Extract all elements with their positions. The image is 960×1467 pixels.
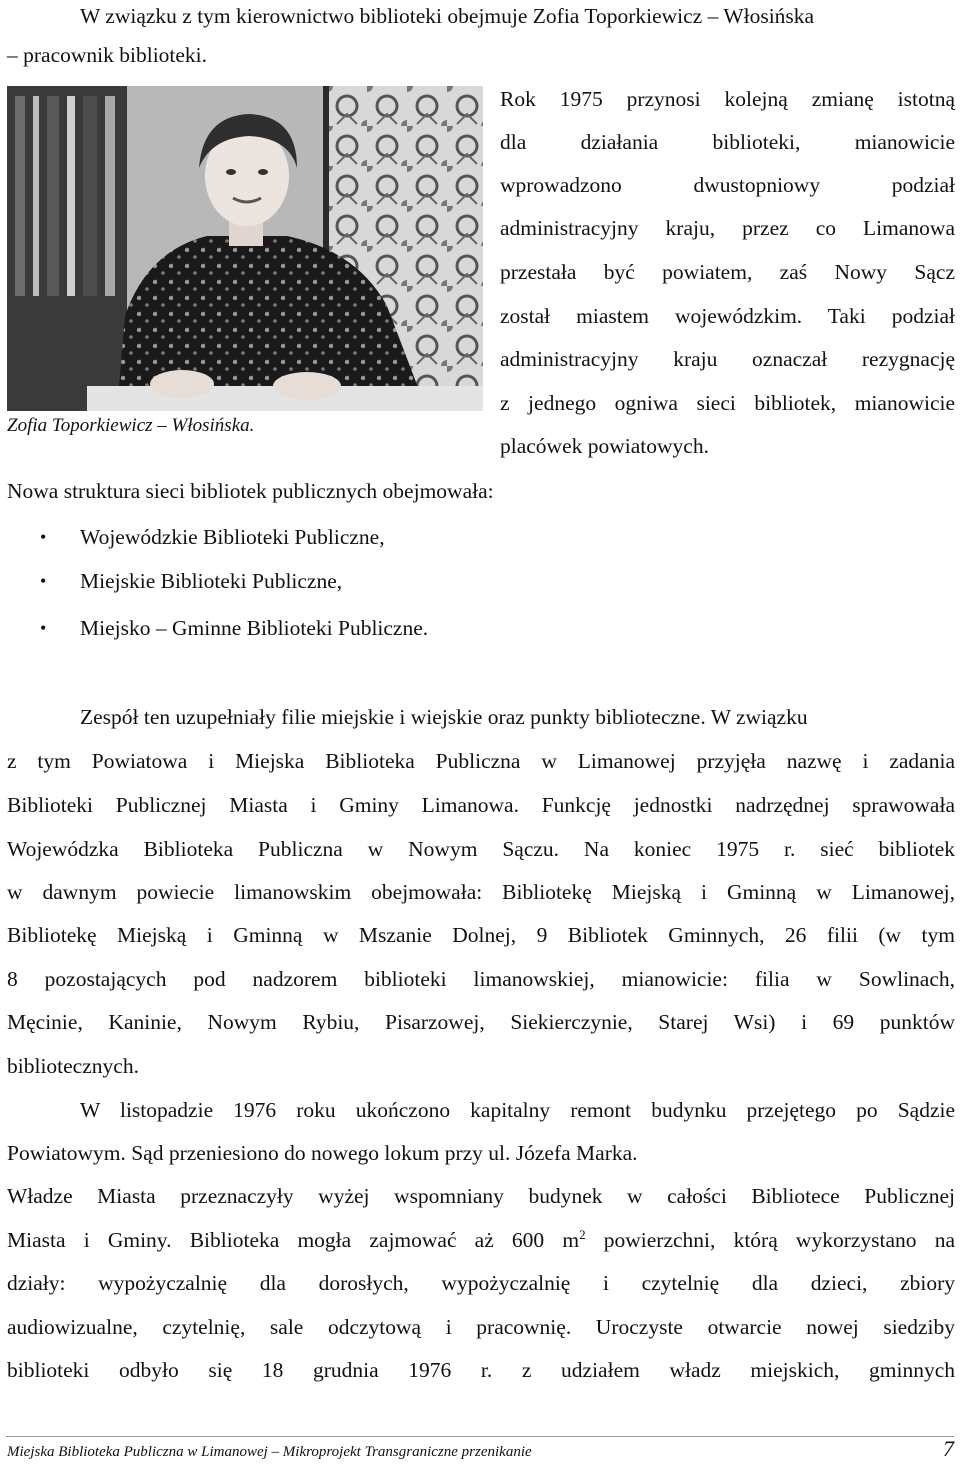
intro-line-2: – pracownik biblioteki. <box>7 43 208 67</box>
para3-line-1: Władze Miasta przeznaczyły wyżej wspomniany budynek w całości Bibliotece Publicznej <box>7 1184 955 1208</box>
side-line-3: wprowadzono dwustopniowy podział <box>500 173 955 197</box>
para2-line-2: Powiatowym. Sąd przeniesiono do nowego lokum przy ul. Józefa Marka. <box>7 1141 638 1165</box>
para3-line-3: działy: wypożyczalnię dla dorosłych, wypożyczalnię i czytelnię dla dzieci, zbiory <box>7 1271 955 1295</box>
structure-item-1: Wojewódzkie Biblioteki Publiczne, <box>80 525 385 549</box>
portrait-photo <box>7 86 483 411</box>
side-line-8: z jednego ogniwa sieci bibliotek, mianowicie <box>500 391 955 415</box>
side-line-6: został miastem wojewódzkim. Taki podział <box>500 304 955 328</box>
footer-text: Miejska Biblioteka Publiczna w Limanowej – Mikroprojekt Transgraniczne przenikanie <box>7 1444 532 1460</box>
bullet-icon: • <box>40 527 47 547</box>
para1-line-2: z tym Powiatowa i Miejska Biblioteka Publiczna w Limanowej przyjęła nazwę i zadania <box>7 749 955 773</box>
footer-rule <box>6 1436 954 1437</box>
para1-line-3: Biblioteki Publicznej Miasta i Gminy Limanowa. Funkcję jednostki nadrzędnej sprawowała <box>7 793 955 817</box>
para3-line-5: biblioteki odbyło się 18 grudnia 1976 r. z udziałem władz miejskich, gminnych <box>7 1358 955 1382</box>
para1-line-8: Męcinie, Kaninie, Nowym Rybiu, Pisarzowej, Siekierczynie, Starej Wsi) i 69 punktów <box>7 1010 955 1034</box>
para1-line-5: w dawnym powiecie limanowskim obejmowała: Bibliotekę Miejską i Gminną w Limanowej, <box>7 880 955 904</box>
para1-line-7: 8 pozostających pod nadzorem biblioteki limanowskiej, mianowicie: filia w Sowlinach, <box>7 967 955 991</box>
photo-caption: Zofia Toporkiewicz – Włosińska. <box>7 415 255 436</box>
para3-line-2-pre: Miasta i Gminy. Biblioteka mogła zajmować aż 600 m <box>7 1228 580 1252</box>
side-line-4: administracyjny kraju, przez co Limanowa <box>500 216 955 240</box>
para3-line-4: audiowizualne, czytelnię, sale odczytową i pracownię. Uroczyste otwarcie nowej siedziby <box>7 1315 955 1339</box>
structure-item-3: Miejsko – Gminne Biblioteki Publiczne. <box>80 616 429 640</box>
side-line-2: dla działania biblioteki, mianowicie <box>500 130 955 154</box>
side-line-5: przestała być powiatem, zaś Nowy Sącz <box>500 260 955 284</box>
para3-line-2-post: powierzchni, którą wykorzystano na <box>585 1228 955 1252</box>
superscript: 2 <box>579 1227 586 1242</box>
bullet-icon: • <box>40 618 47 638</box>
side-line-1: Rok 1975 przynosi kolejną zmianę istotną <box>500 87 955 111</box>
para1-line-4: Wojewódzka Biblioteka Publiczna w Nowym Sączu. Na koniec 1975 r. sieć bibliotek <box>7 837 955 861</box>
page-number: 7 <box>943 1436 954 1461</box>
para1-line-9: bibliotecznych. <box>7 1054 139 1078</box>
para1-line-6: Bibliotekę Miejską i Gminną w Mszanie Dolnej, 9 Bibliotek Gminnych, 26 filii (w tym <box>7 923 955 947</box>
para1-line-1: Zespół ten uzupełniały filie miejskie i wiejskie oraz punkty biblioteczne. W związku <box>80 705 808 729</box>
structure-item-2: Miejskie Biblioteki Publiczne, <box>80 569 343 593</box>
bullet-icon: • <box>40 571 47 591</box>
side-line-9: placówek powiatowych. <box>500 434 709 458</box>
intro-line-1: W związku z tym kierownictwo biblioteki obejmuje Zofia Toporkiewicz – Włosińska <box>80 4 815 28</box>
para3-line-2 <box>7 1227 955 1253</box>
structure-heading: Nowa struktura sieci bibliotek publicznych obejmowała: <box>7 479 494 503</box>
side-line-7: administracyjny kraju oznaczał rezygnację <box>500 347 955 371</box>
para2-line-1: W listopadzie 1976 roku ukończono kapitalny remont budynku przejętego po Sądzie <box>80 1098 955 1122</box>
